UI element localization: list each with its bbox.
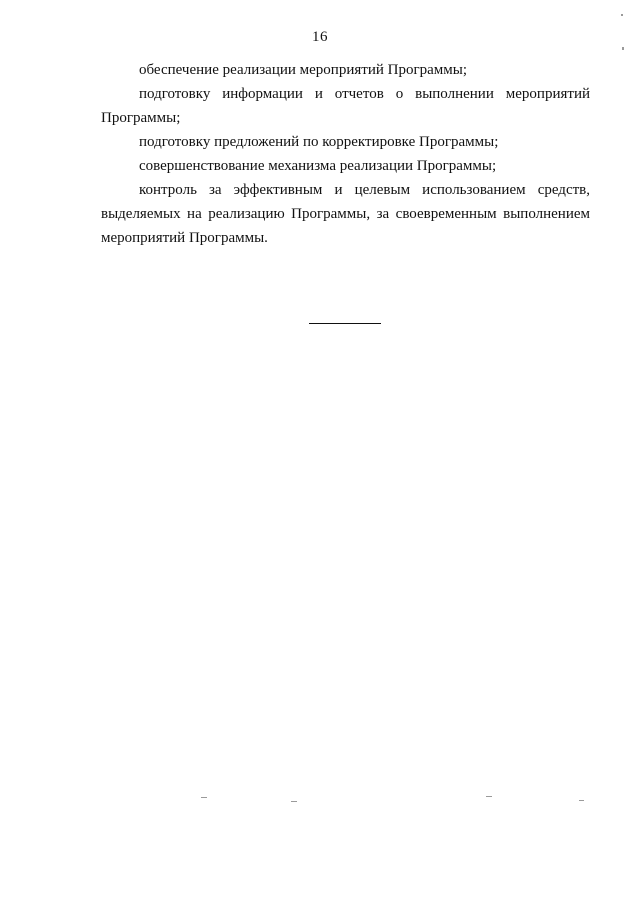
paragraph-improving-mechanism: совершенствование механизма реализации Программы;	[139, 158, 497, 174]
end-separator-line	[309, 323, 381, 324]
scan-artifact	[486, 796, 492, 797]
page-number: 16	[312, 29, 328, 45]
document-body	[101, 58, 590, 250]
paragraph-preparing-reports: подготовку информации и отчетов о выполнении мероприятий Программы;	[101, 86, 590, 126]
scan-artifact	[291, 801, 297, 802]
paragraph-preparing-proposals: подготовку предложений по корректировке Программы;	[139, 134, 499, 150]
scan-artifact	[201, 797, 207, 798]
paragraph-ensuring-implementation: обеспечение реализации мероприятий Программы;	[139, 62, 467, 78]
scan-artifact	[622, 47, 624, 50]
scan-artifact	[579, 800, 584, 801]
paragraph-control-of-funds: контроль за эффективным и целевым использованием средств, выделяемых на реализацию Программы, за своевременным выполнением мероприятий Программы.	[101, 182, 590, 246]
scan-artifact	[621, 14, 623, 16]
